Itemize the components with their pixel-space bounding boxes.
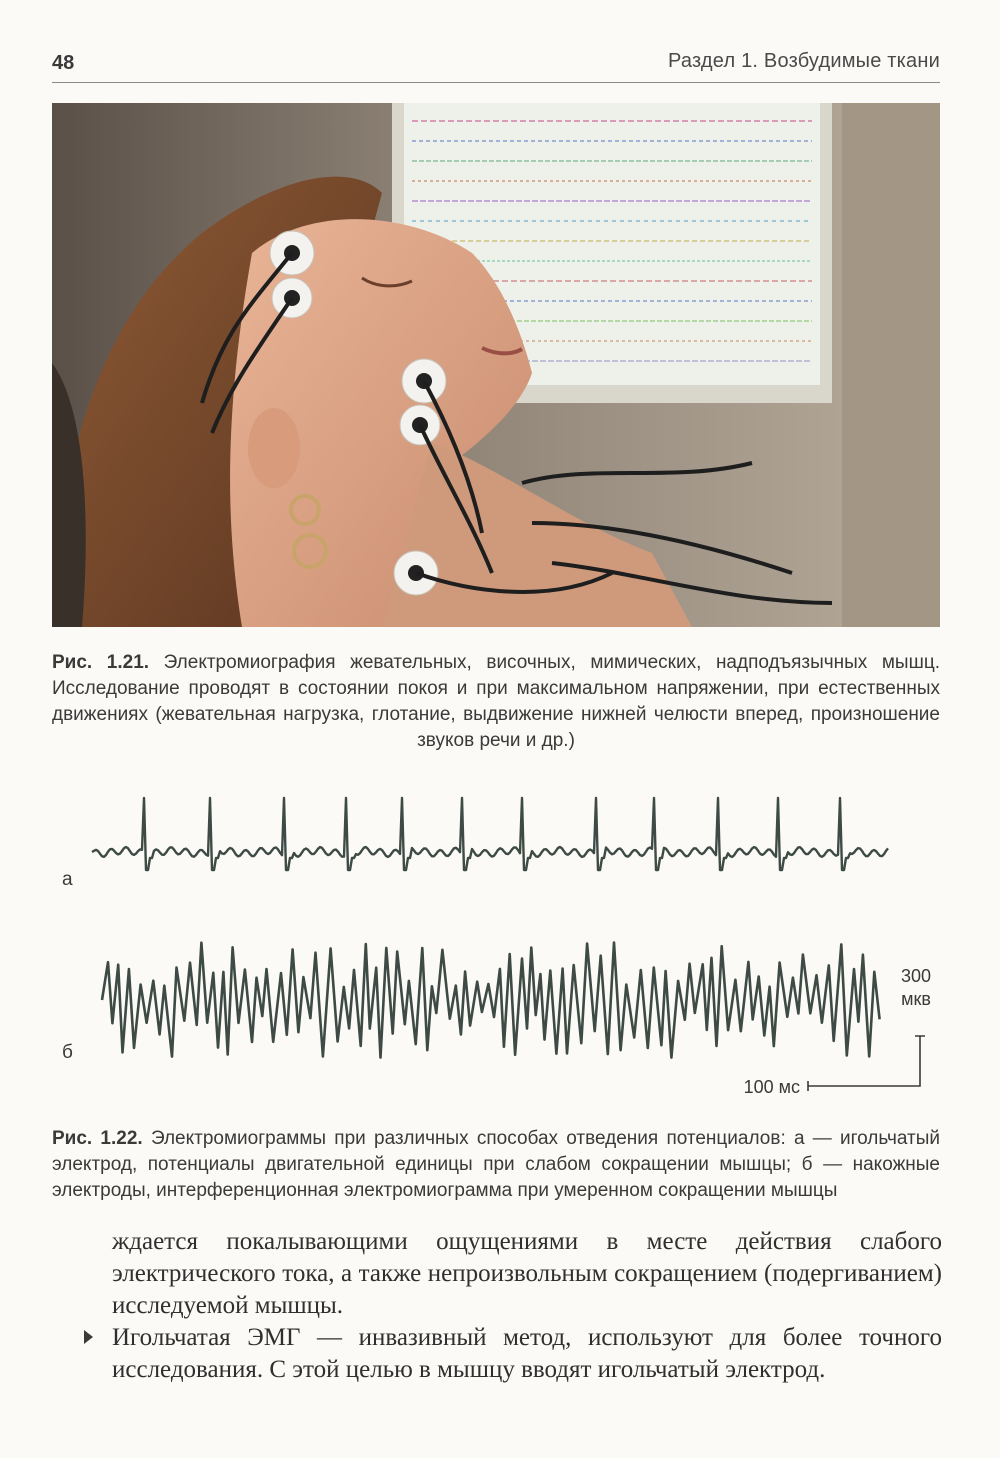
amplitude-unit: мкв	[901, 989, 931, 1009]
header-rule	[52, 82, 940, 83]
bullet-text: Игольчатая ЭМГ — инвазивный метод, используют для более точного исследования. С этой целью в мышцу вводят игольчатый электрод.	[112, 1324, 942, 1383]
figure-1-21-text: Электромиография жевательных, височных, мимических, надподъязычных мышц. Исследование проводят в состоянии покоя и при максимальном напряжении, при естественных движениях (жевательная нагрузка, глотание, выдвижение нижней челюсти вперед, произношение звуков речи и др.)	[52, 652, 940, 751]
figure-1-22-label: Рис. 1.22.	[52, 1128, 143, 1149]
running-header: Раздел 1. Возбудимые ткани	[668, 50, 940, 72]
emg-trace-b	[102, 943, 880, 1058]
emg-trace-a	[92, 798, 888, 870]
bullet-marker-icon	[84, 1330, 93, 1344]
bullet-item	[112, 1322, 942, 1386]
body-paragraph: ждается покалывающими ощущениями в месте действия слабого электрического тока, а также непроизвольным сокращением (подергиванием) исследуемой мышцы.	[112, 1228, 942, 1319]
figure-1-22-caption	[52, 1126, 940, 1204]
amplitude-value: 300	[900, 966, 932, 986]
page-number: 48	[52, 52, 75, 74]
emg-label-b: б	[62, 1042, 73, 1063]
emg-label-a: а	[62, 869, 73, 890]
time-scale-label: 100 мс	[743, 1077, 800, 1097]
figure-1-22-text: Электромиограммы при различных способах отведения потенциалов: а — игольчатый электрод, потенциалы двигательной единицы при слабом сокращении мышцы; б — накожные электроды, интерференционная электромиограмма при умеренном сокращении мышцы	[52, 1128, 940, 1201]
figure-1-21-label: Рис. 1.21.	[52, 652, 150, 673]
scale-bar	[808, 1036, 925, 1091]
emg-figure	[40, 790, 960, 1110]
figure-1-21-caption	[52, 650, 940, 754]
figure-photo	[52, 103, 940, 627]
